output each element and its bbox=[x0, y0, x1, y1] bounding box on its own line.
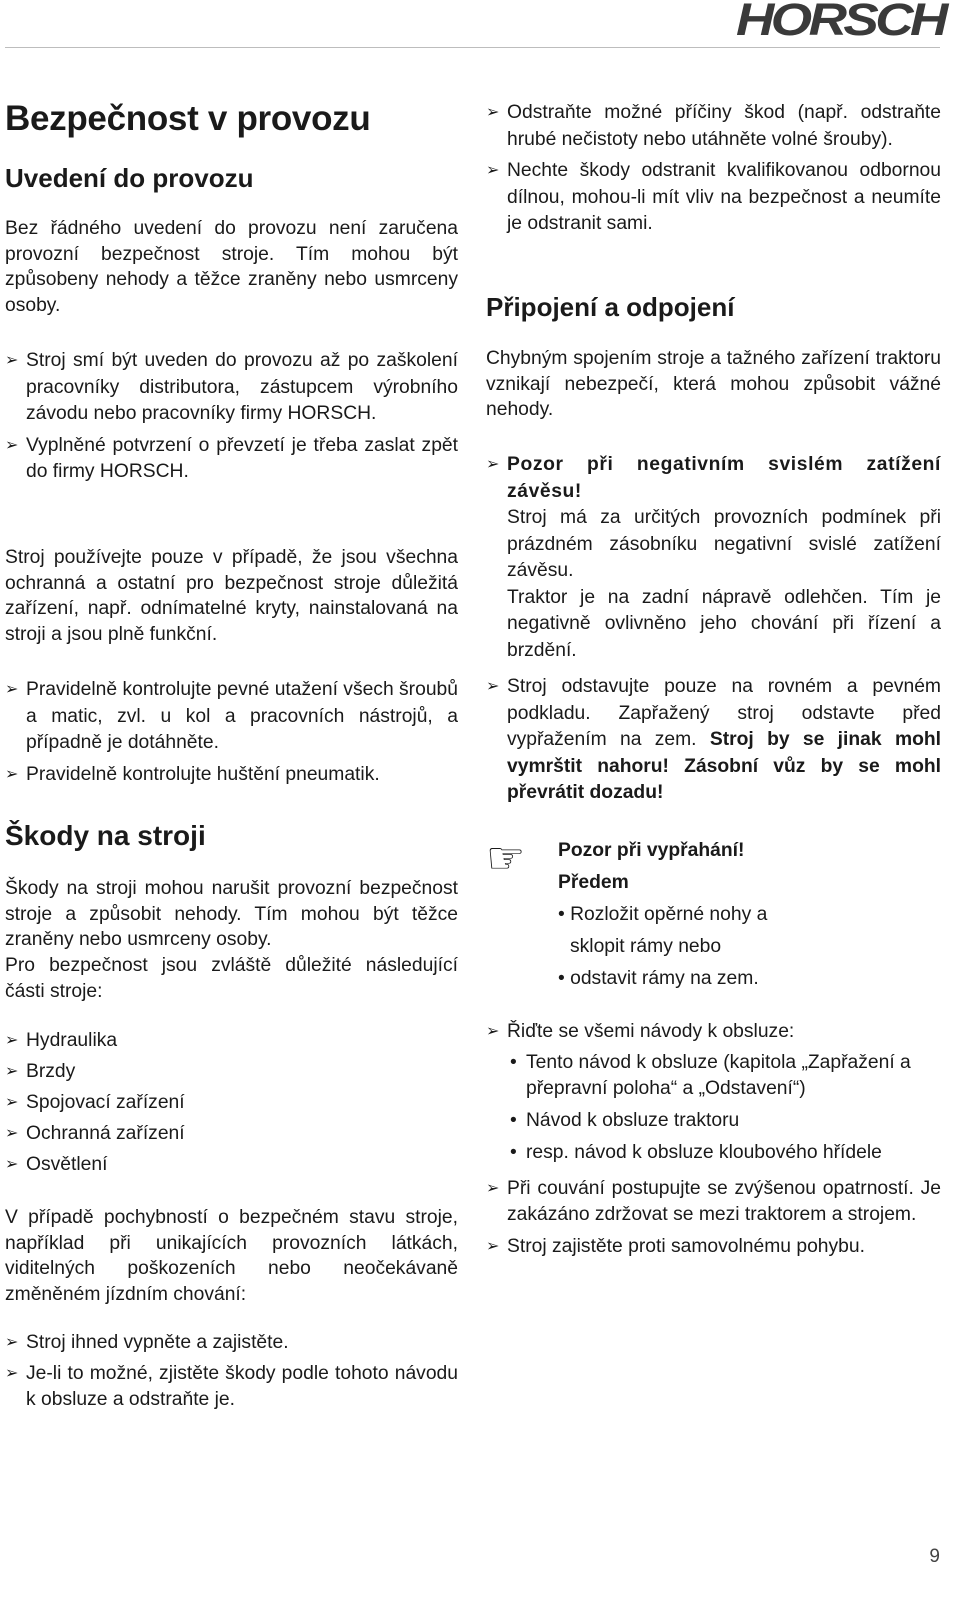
header-divider bbox=[5, 47, 940, 48]
list-item: ➢ Stroj odstavujte pouze na rovném a pevném podkladu. Zapřažený stroj odstavte před vypřažením na zem. Stroj by se jinak mohl vymrštit nahoru! Zásobní vůz by se mohl převrátit dozadu! bbox=[486, 676, 941, 803]
section-heading-coupling: Připojení a odpojení bbox=[486, 292, 735, 322]
damage-bullets bbox=[5, 1330, 458, 1414]
chevron-right-icon: ➢ bbox=[5, 352, 19, 369]
note-title: Pozor při vypřahání! bbox=[558, 840, 745, 861]
pointing-hand-icon: ☞ bbox=[486, 834, 526, 883]
chevron-right-icon: ➢ bbox=[5, 765, 19, 783]
horsch-logo: HORSCH bbox=[736, 0, 945, 45]
list-item: ➢ Pravidelně kontrolujte huštění pneumatik. bbox=[5, 762, 458, 789]
chevron-right-icon: ➢ bbox=[5, 681, 19, 698]
chevron-right-icon: ➢ bbox=[5, 436, 19, 454]
chevron-right-icon: ➢ bbox=[5, 1125, 19, 1142]
chevron-right-icon: ➢ bbox=[486, 1023, 500, 1040]
list-item: ➢ Pozor při negativním svislém zatížení závěsu! Stroj má za určitých provozních podmínek při prázdném zásobníku negativní svislé zatížení závěsu. Traktor je na zadní nápravě odlehčen. Tím je negativně ovlivněno jeho chování při řízení a brzdění. bbox=[486, 454, 941, 661]
list-item: ➢ Ochranná zařízení bbox=[5, 1118, 458, 1149]
note-before: Předem bbox=[558, 872, 629, 893]
list-item: ➢ Spojovací zařízení bbox=[5, 1087, 458, 1118]
note-content bbox=[558, 835, 820, 995]
chevron-right-icon: ➢ bbox=[5, 1364, 19, 1382]
warning-heading: Pozor při negativním svislém zatížení závěsu! bbox=[507, 454, 941, 502]
list-item: ➢ Řiďte se všemi návody k obsluze: bbox=[486, 1019, 941, 1046]
commissioning-bullets bbox=[5, 348, 458, 486]
chevron-right-icon: ➢ bbox=[5, 1334, 19, 1351]
list-item: • Návod k obsluze traktoru bbox=[505, 1108, 941, 1134]
maintenance-bullets bbox=[5, 677, 458, 788]
manuals-bullets bbox=[486, 1019, 941, 1260]
list-item: ➢ Brzdy bbox=[5, 1056, 458, 1087]
manuals-sublist bbox=[486, 1050, 941, 1166]
chevron-right-icon: ➢ bbox=[5, 1032, 19, 1049]
list-item: ➢ Stroj smí být uveden do provozu až po zaškolení pracovníky distributora, zástupcem výrobního závodu nebo pracovníky firmy HORSCH. bbox=[5, 350, 458, 424]
list-item: ➢ Odstraňte možné příčiny škod (např. odstraňte hrubé nečistoty nebo utáhněte volné šrouby). bbox=[486, 102, 941, 150]
section-heading-commissioning: Uvedení do provozu bbox=[5, 163, 254, 193]
bullet-dot-icon: • bbox=[510, 1051, 517, 1073]
warning-text: Stroj by se jinak mohl vymrštit nahoru! Zásobní vůz by se mohl převrátit dozadu! bbox=[507, 729, 941, 803]
chevron-right-icon: ➢ bbox=[5, 1156, 19, 1173]
safety-devices-paragraph: Stroj používejte pouze v případě, že jsou všechna ochranná a ostatní pro bezpečnost stroje důležitá zařízení, např. odnímatelné kryty, nainstalovaná na stroji a jsou plně funkční. bbox=[5, 547, 458, 646]
chevron-right-icon: ➢ bbox=[5, 1094, 19, 1111]
chevron-right-icon: ➢ bbox=[486, 678, 500, 695]
list-item: ➢ Při couvání postupujte se zvýšenou opatrností. Je zakázáno zdržovat se mezi traktorem a strojem. bbox=[486, 1177, 941, 1225]
damage-paragraph: Škody na stroji mohou narušit provozní bezpečnost stroje a způsobit nehody. Tím mohou být těžce zraněny nebo usmrceny osoby. Pro bezpečnost jsou zvláště důležité následující části stroje: bbox=[5, 878, 458, 1002]
list-item: ➢ Pravidelně kontrolujte pevné utažení všech šroubů a matic, zvl. u kol a pracovních nástrojů, a případně je dotáhněte. bbox=[5, 679, 458, 753]
machine-parts-list bbox=[5, 1025, 458, 1180]
note-item: • odstavit rámy na zem. bbox=[558, 968, 759, 989]
list-item: ➢ Osvětlení bbox=[5, 1149, 458, 1180]
chevron-right-icon: ➢ bbox=[486, 1237, 500, 1255]
chevron-right-icon: ➢ bbox=[486, 1179, 500, 1197]
list-item: ➢ Hydraulika bbox=[5, 1025, 458, 1056]
coupling-bullets bbox=[486, 452, 941, 807]
doubt-paragraph: V případě pochybností o bezpečném stavu stroje, například při unikajících provozních látkách, viditelných poškozeních nebo neočekávaně změněném jízdním chování: bbox=[5, 1207, 458, 1306]
commissioning-intro: Bez řádného uvedení do provozu není zaručena provozní bezpečnost stroje. Tím mohou být způsobeny nehody a těžce zraněny nebo usmrceny osoby. bbox=[5, 218, 458, 317]
list-item: • resp. návod k obsluze kloubového hřídele bbox=[505, 1140, 941, 1166]
list-item: ➢ Je-li to možné, zjistěte škody podle tohoto návodu k obsluze a odstraňte je. bbox=[5, 1362, 458, 1410]
repair-bullets bbox=[486, 100, 941, 238]
list-item: ➢ Vyplněné potvrzení o převzetí je třeba zaslat zpět do firmy HORSCH. bbox=[5, 434, 458, 482]
chevron-right-icon: ➢ bbox=[486, 162, 500, 179]
chevron-right-icon: ➢ bbox=[5, 1063, 19, 1080]
list-item: ➢ Nechte škody odstranit kvalifikovanou odbornou dílnou, mohou-li mít vliv na bezpečnost a neumíte je odstranit sami. bbox=[486, 160, 941, 234]
coupling-intro: Chybným spojením stroje a tažného zařízení traktoru vznikají nebezpečí, která mohou způsobit vážné nehody. bbox=[486, 348, 941, 421]
chevron-right-icon: ➢ bbox=[486, 456, 500, 473]
section-heading-damage: Škody na stroji bbox=[5, 820, 206, 851]
list-item: ➢ Stroj ihned vypněte a zajistěte. bbox=[5, 1330, 458, 1357]
page-number: 9 bbox=[929, 1546, 940, 1567]
page-title: Bezpečnost v provozu bbox=[5, 99, 371, 138]
note-item: • Rozložit opěrné nohy a sklopit rámy nebo bbox=[558, 904, 768, 957]
uncoupling-note bbox=[486, 835, 941, 995]
chevron-right-icon: ➢ bbox=[486, 104, 500, 121]
bullet-dot-icon: • bbox=[510, 1109, 517, 1131]
list-item: • Tento návod k obsluze (kapitola „Zapřažení a přepravní poloha“ a „Odstavení“) bbox=[510, 1051, 911, 1099]
list-item: ➢ Stroj zajistěte proti samovolnému pohybu. bbox=[486, 1234, 941, 1261]
bullet-dot-icon: • bbox=[510, 1141, 517, 1163]
